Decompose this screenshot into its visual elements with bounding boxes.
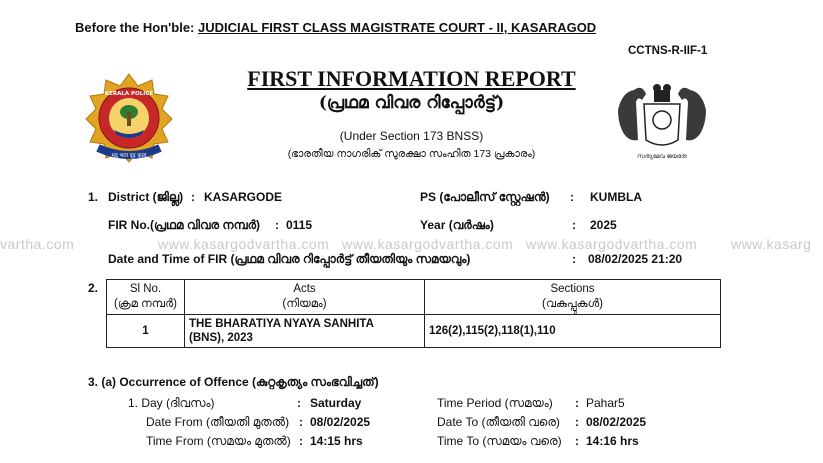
ps-colon: :	[570, 190, 574, 204]
row-act-line2: (BNS), 2023	[189, 332, 253, 344]
date-to-label: Date To (തീയതി വരെ)	[437, 415, 560, 429]
header-sections	[425, 280, 721, 315]
acts-table-header	[107, 280, 721, 315]
fir-datetime-colon: :	[572, 252, 576, 266]
date-from-value: 08/02/2025	[310, 415, 371, 429]
table-row	[107, 315, 721, 348]
form-code: CCTNS-R-IIF-1	[628, 45, 708, 57]
page-title-malayalam: (പ്രഥമ വിവര റിപ്പോർട്ട്)	[318, 93, 505, 113]
page-title: FIRST INFORMATION REPORT	[247, 66, 576, 91]
fir-datetime-label: Date and Time of FIR (പ്രഥമ വിവര റിപ്പോർട്ട് തീയതിയും സമയവും)	[108, 252, 471, 266]
ps-value: KUMBLA	[590, 190, 642, 204]
year-label: Year (വർഷം)	[420, 218, 494, 232]
row-sections: 126(2),115(2),118(1),110	[425, 315, 721, 348]
row-act	[185, 315, 425, 348]
police-emblem-label: KERALA POLICE	[104, 91, 154, 97]
year-colon: :	[572, 218, 576, 232]
date-from-label: Date From (തീയതി മുതൽ)	[146, 415, 290, 429]
state-emblem-label: സത്യമേവ ജയതേ	[637, 153, 687, 160]
date-to-value: 08/02/2025	[586, 415, 647, 429]
section-1-number: 1.	[88, 190, 99, 204]
time-period-colon: :	[575, 396, 579, 410]
watermark-right: www.kasarg	[731, 236, 812, 252]
district-colon: :	[191, 190, 195, 204]
time-from-label: Time From (സമയം മുതൽ)	[146, 434, 291, 448]
fir-no-label: FIR No.(പ്രഥമ വിവര നമ്പർ)	[108, 218, 260, 232]
watermark-3: www.kasargodvartha.com	[526, 236, 698, 252]
fir-no-colon: :	[275, 218, 279, 232]
watermark-2: www.kasargodvartha.com	[342, 236, 514, 252]
day-value: Saturday	[310, 396, 362, 410]
under-section: (Under Section 173 BNSS)	[339, 129, 484, 143]
district-label: District (ജില്ല)	[108, 190, 184, 204]
day-colon: :	[297, 396, 301, 410]
time-from-colon: :	[299, 434, 303, 448]
header-acts	[185, 280, 425, 315]
header-acts-ml: (നിയമം)	[282, 298, 327, 310]
date-from-colon: :	[299, 415, 303, 429]
court-line	[75, 20, 596, 35]
police-motto: मृदु भाव दृढ़ कृत्य	[111, 153, 147, 159]
court-name: JUDICIAL FIRST CLASS MAGISTRATE COURT - II, KASARAGOD	[198, 20, 597, 35]
fir-no-value: 0115	[286, 218, 313, 232]
row-act-line1: THE BHARATIYA NYAYA SANHITA	[189, 318, 374, 330]
acts-table	[106, 279, 721, 348]
time-period-value: Pahar5	[586, 396, 625, 410]
header-sl-ml: (ക്രമ നമ്പർ)	[114, 298, 177, 310]
kerala-state-emblem-icon	[612, 80, 712, 162]
fir-datetime-value: 08/02/2025 21:20	[588, 252, 683, 266]
time-from-value: 14:15 hrs	[310, 434, 363, 448]
day-label: 1. Day (ദിവസം)	[128, 396, 215, 410]
district-value: KASARGODE	[204, 190, 283, 204]
time-to-colon: :	[575, 434, 579, 448]
date-to-colon: :	[575, 415, 579, 429]
section-3-heading: 3. (a) Occurrence of Offence (കുറ്റകൃത്യം സംഭവിച്ചത്)	[88, 375, 379, 389]
watermark-left: vartha.com	[0, 236, 75, 252]
time-to-value: 14:16 hrs	[586, 434, 639, 448]
time-to-label: Time To (സമയം വരെ)	[437, 434, 562, 448]
row-sl: 1	[107, 315, 185, 348]
time-period-label: Time Period (സമയം)	[437, 396, 553, 410]
header-sl	[107, 280, 185, 315]
under-section-malayalam: (ഭാരതീയ നാഗരിക് സുരക്ഷാ സംഹിത 173 പ്രകാരം)	[287, 148, 536, 160]
header-sections-en: Sections	[550, 283, 595, 295]
year-value: 2025	[590, 218, 617, 232]
header-sl-en: Sl No.	[129, 283, 162, 295]
header-acts-en: Acts	[293, 283, 316, 295]
section-2-number: 2.	[88, 281, 99, 295]
ps-label: PS (പോലീസ് സ്റ്റേഷൻ)	[420, 190, 550, 204]
watermark-1: www.kasargodvartha.com	[158, 236, 330, 252]
header-sections-ml: (വകുപ്പുകൾ)	[542, 298, 603, 310]
court-prefix: Before the Hon'ble:	[75, 20, 198, 35]
